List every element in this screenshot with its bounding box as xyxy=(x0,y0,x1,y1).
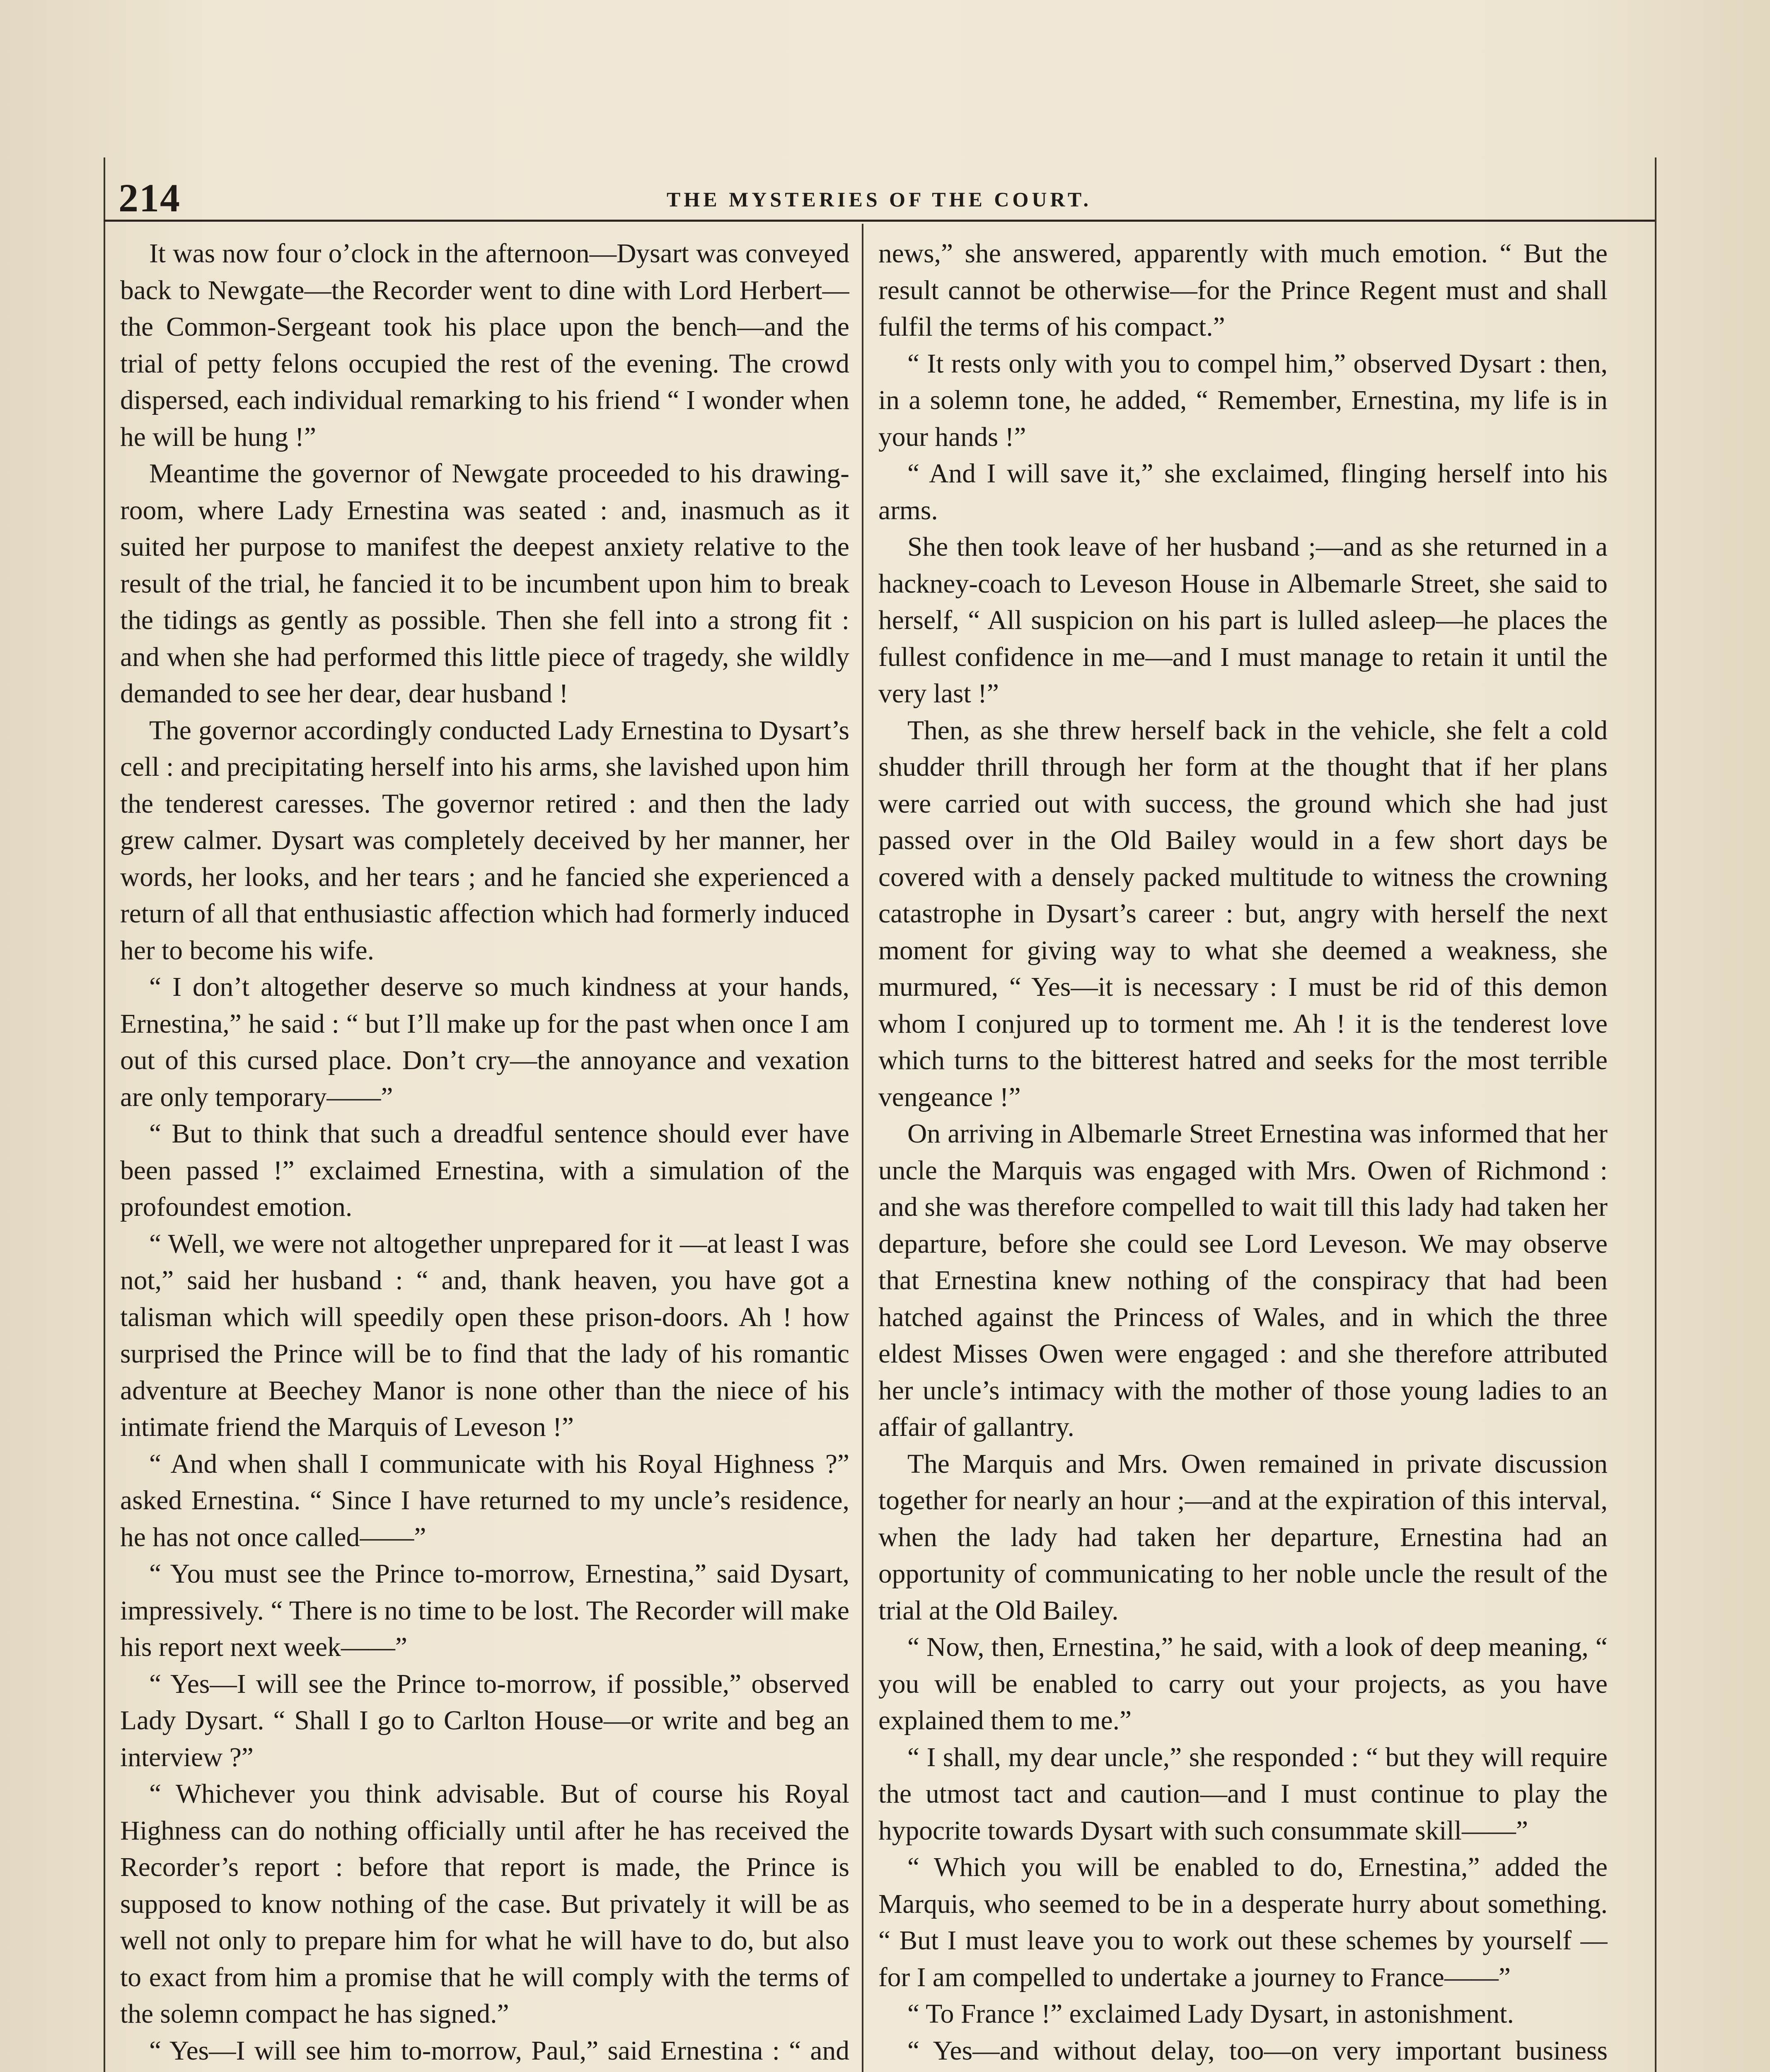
left-column xyxy=(120,235,849,2072)
paragraph: “ I shall, my dear uncle,” she responded : “ but they will require the utmost tact and caution—and I must continue to play the hypocrite towards Dysart with such consummate skill——” xyxy=(878,1742,1608,1846)
running-title: THE MYSTERIES OF THE COURT. xyxy=(667,188,1092,211)
paragraph: “ But to think that such a dreadful sentence should ever have been passed !” exclaimed Ernestina, with a simulation of the profoundest emotion. xyxy=(120,1119,849,1222)
paragraph: “ Well, we were not altogether unprepared for it —at least I was not,” said her husband : “ and, thank heaven, you have got a talisman which will speedily open these prison-doors. Ah ! how surprised the Prince will be to find that the lady of his romantic adventure at Beechey Manor is none other than the niece of his intimate friend the Marquis of Leveson !” xyxy=(120,1229,849,1442)
paragraph: news,” she answered, apparently with much emotion. “ But the result cannot be otherwise—for the Prince Regent must and shall fulfil the terms of his compact.” xyxy=(878,239,1608,342)
paragraph: “ And when shall I communicate with his Royal Highness ?” asked Ernestina. “ Since I have returned to my uncle’s residence, he has not once called——” xyxy=(120,1449,849,1552)
paragraph: She then took leave of her husband ;—and as she returned in a hackney-coach to Leveson House in Albemarle Street, she said to herself, “ All suspicion on his part is lulled asleep—he places the fullest confidence in me—and I must manage to retain it until the very last !” xyxy=(878,532,1608,709)
paragraph: On arriving in Albemarle Street Ernestina was informed that her uncle the Marquis was engaged with Mrs. Owen of Richmond : and she was therefore compelled to wait till this lady had taken her departure, before she could see Lord Leveson. We may observe that Ernestina knew nothing of the conspiracy that had been hatched against the Princess of Wales, and in which the three eldest Misses Owen were engaged : and she therefore attributed her uncle’s intimacy with the mother of those young ladies to an affair of gallantry. xyxy=(878,1119,1608,1442)
paragraph: “ Now, then, Ernestina,” he said, with a look of deep meaning, “ you will be enabled to carry out your projects, as you have explained them to me.” xyxy=(878,1632,1608,1736)
paragraph: “ Yes—and without delay, too—on very important business xyxy=(907,2036,1608,2066)
paragraph: “ To France !” exclaimed Lady Dysart, in astonishment. xyxy=(907,1999,1514,2029)
paragraph: “ Yes—I will see the Prince to-morrow, if possible,” observed Lady Dysart. “ Shall I go to Carlton House—or write and beg an interview ?” xyxy=(120,1669,849,1772)
paragraph: The Marquis and Mrs. Owen remained in private discussion together for nearly an hour ;—and at the expiration of this interval, when the lady had taken her departure, Ernestina had an opportunity of communicating to her noble uncle the result of the trial at the Old Bailey. xyxy=(878,1449,1608,1626)
page-number: 214 xyxy=(118,176,181,220)
paragraph: “ You must see the Prince to-morrow, Ernestina,” said Dysart, impressively. “ There is no time to be lost. The Recorder will make his report next week——” xyxy=(120,1559,849,1662)
paragraph: “ Whichever you think advisable. But of course his Royal Highness can do nothing officially until after he has received the Recorder’s report : before that report is made, the Prince is supposed to know nothing of the case. But privately it will be as well not only to prepare him for what he will have to do, but also to exact from him a promise that he will comply with the terms of the solemn compact he has signed.” xyxy=(120,1779,849,2029)
paragraph: “ Yes—I will see him to-morrow, Paul,” said Ernestina : “ and xyxy=(149,2036,849,2066)
right-column xyxy=(878,235,1608,2072)
paragraph: It was now four o’clock in the afternoon—Dysart was conveyed back to Newgate—the Recorder went to dine with Lord Herbert—the Common-Sergeant took his place upon the bench—and the trial of petty felons occupied the rest of the evening. The crowd dispersed, each individual remarking to his friend “ I wonder when he will be hung !” xyxy=(120,239,849,452)
paragraph: “ And I will save it,” she exclaimed, flinging herself into his arms. xyxy=(878,459,1608,525)
paragraph: “ I don’t altogether deserve so much kindness at your hands, Ernestina,” he said : “ but I’ll make up for the past when once I am out of this cursed place. Don’t cry—the annoyance and vexation are only temporary——” xyxy=(120,972,849,1112)
column-divider xyxy=(862,224,863,2072)
paragraph: “ It rests only with you to compel him,” observed Dysart : then, in a solemn tone, he added, “ Remember, Ernestina, my life is in your hands !” xyxy=(878,349,1608,452)
paragraph: The governor accordingly conducted Lady Ernestina to Dysart’s cell : and precipitating herself into his arms, she lavished upon him the tenderest caresses. The governor retired : and then the lady grew calmer. Dysart was completely deceived by her manner, her words, her looks, and her tears ; and he fancied she experienced a return of all that enthusiastic affection which had formerly induced her to become his wife. xyxy=(120,715,849,966)
paragraph: Meantime the governor of Newgate proceeded to his drawing-room, where Lady Ernestina was seated : and, inasmuch as it suited her purpose to manifest the deepest anxiety relative to the result of the trial, he fancied it to be incumbent upon him to break the tidings as gently as possible. Then she fell into a strong fit : and when she had performed this little piece of tragedy, she wildly demanded to see her dear, dear husband ! xyxy=(120,459,849,709)
paragraph: “ Which you will be enabled to do, Ernestina,” added the Marquis, who seemed to be in a desperate hurry about something. “ But I must leave you to work out these schemes by yourself —for I am compelled to undertake a journey to France——” xyxy=(878,1852,1608,1992)
paragraph: Then, as she threw herself back in the vehicle, she felt a cold shudder thrill through her form at the thought that if her plans were carried out with success, the ground which she had just passed over in the Old Bailey would in a few short days be covered with a densely packed multitude to witness the crowning catastrophe in Dysart’s career : but, angry with herself the next moment for giving way to what she deemed a weakness, she murmured, “ Yes—it is necessary : I must be rid of this demon whom I conjured up to torment me. Ah ! it is the tenderest love which turns to the bitterest hatred and seeks for the most terrible vengeance !” xyxy=(878,715,1608,1112)
page-header xyxy=(104,166,1655,222)
